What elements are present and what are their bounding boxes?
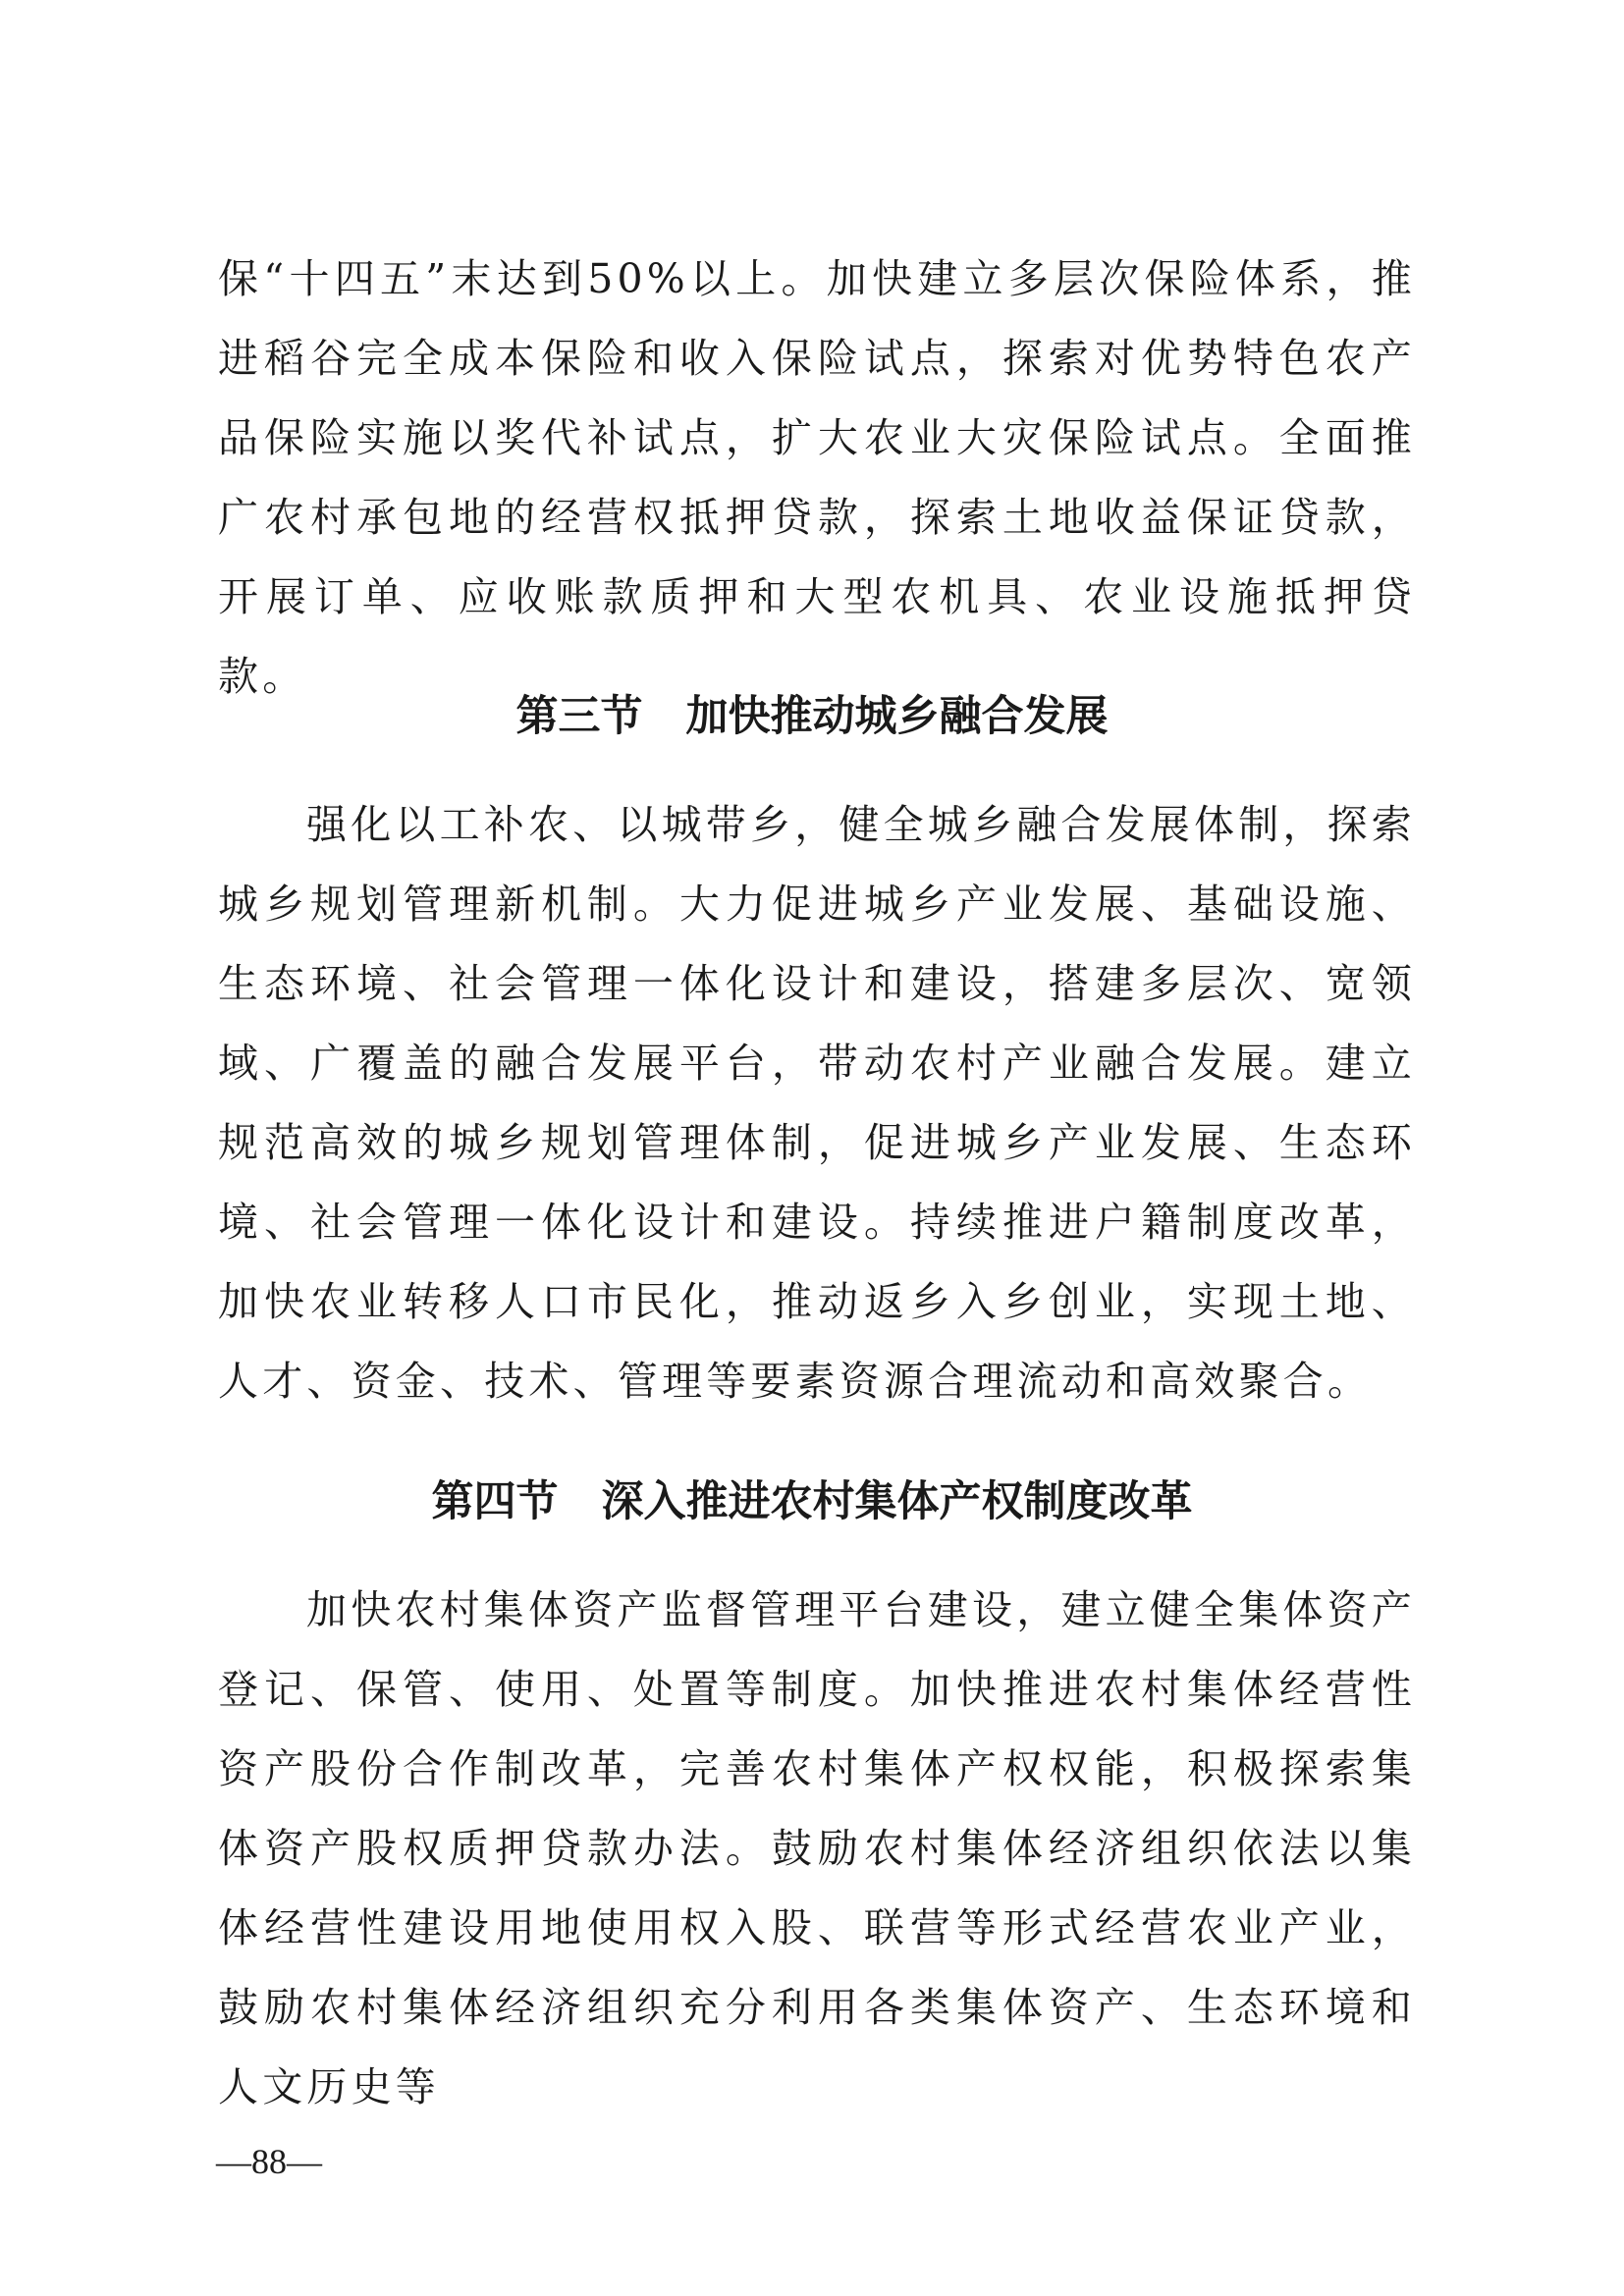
section-number: 第三节 (515, 692, 643, 741)
body-paragraph-insurance-credit: 保“十四五”末达到50%以上。加快建立多层次保险体系，推进稻谷完全成本保险和收入保险试点，探索对优势特色农产品保险实施以奖代补试点，扩大农业大灾保险试点。全面推广农村承包地的经营权抵押贷款，探索土地收益保证贷款，开展订单、应收账款质押和大型农机具、农业设施抵押贷款。 (218, 255, 1416, 700)
body-paragraph-collective-property-reform: 加快农村集体资产监督管理平台建设，建立健全集体资产登记、保管、使用、处置等制度。加快推进农村集体经营性资产股份合作制改革，完善农村集体产权权能，积极探索集体资产股权质押贷款办法。鼓励农村集体经济组织依法以集体经营性建设用地使用权入股、联营等形式经营农业产业，鼓励农村集体经济组织充分利用各类集体资产、生态环境和人文历史等 (218, 1586, 1416, 2110)
section-heading-4 (0, 1472, 1624, 1531)
page-number: —88— (216, 2142, 322, 2181)
section-title: 深入推进农村集体产权制度改革 (601, 1477, 1193, 1526)
body-paragraph-urban-rural-integration: 强化以工补农、以城带乡，健全城乡融合发展体制，探索城乡规划管理新机制。大力促进城乡产业发展、基础设施、生态环境、社会管理一体化设计和建设，搭建多层次、宽领域、广覆盖的融合发展平台，带动农村产业融合发展。建立规范高效的城乡规划管理体制，促进城乡产业发展、生态环境、社会管理一体化设计和建设。持续推进户籍制度改革，加快农业转移人口市民化，推动返乡入乡创业，实现土地、人才、资金、技术、管理等要素资源合理流动和高效聚合。 (218, 801, 1416, 1405)
section-title: 加快推动城乡融合发展 (685, 692, 1109, 741)
section-number: 第四节 (431, 1477, 559, 1526)
section-heading-3 (0, 687, 1624, 746)
